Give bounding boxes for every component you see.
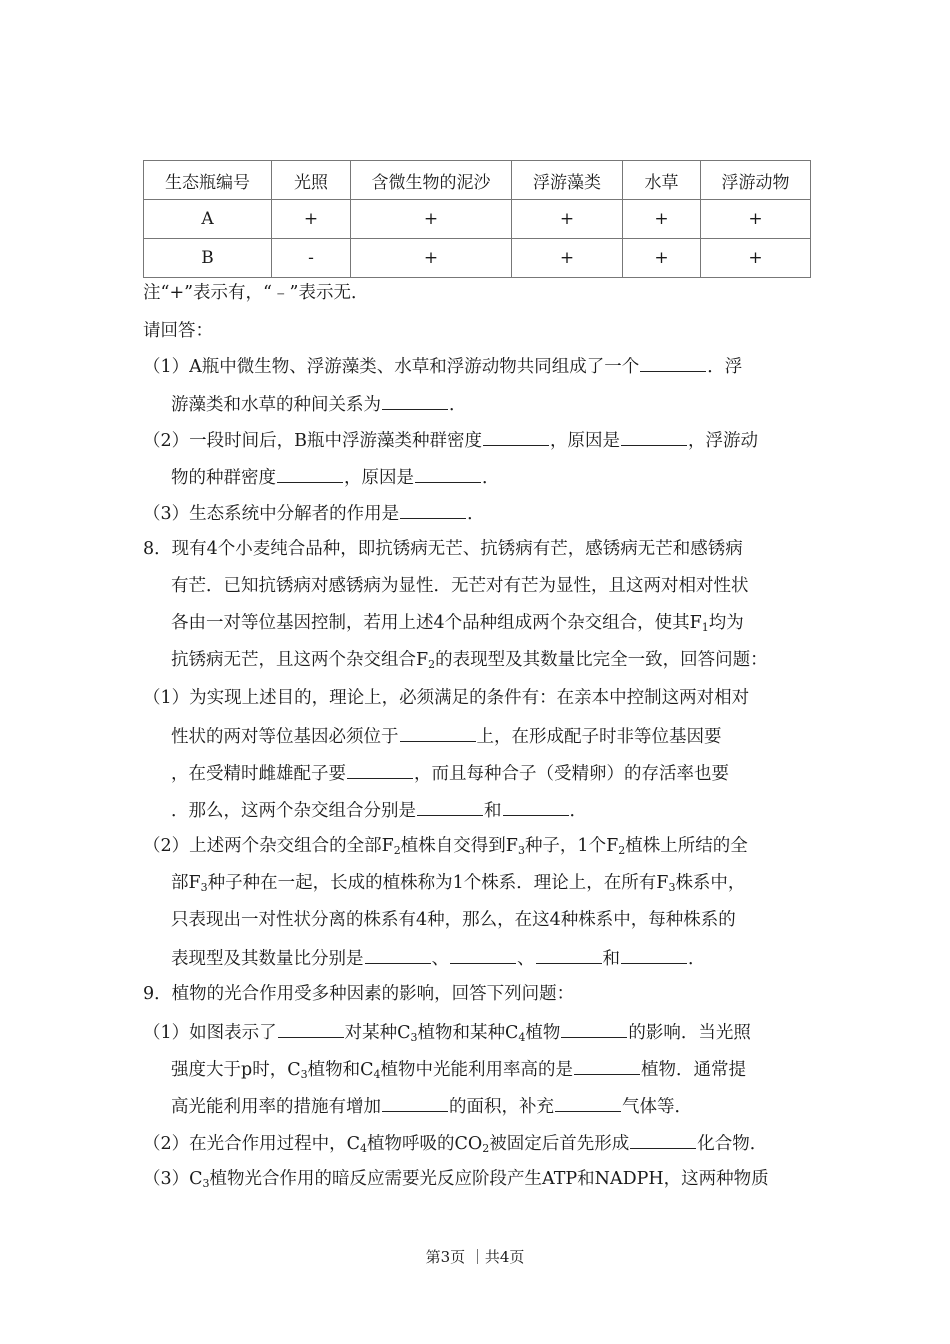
text-span: 、	[431, 949, 449, 969]
answer-blank[interactable]	[640, 357, 706, 372]
q9-part3-line1	[143, 1171, 769, 1189]
answer-blank[interactable]	[561, 1023, 627, 1038]
text-span: 种子种在一起，长成的植株称为1个株系．理论上，在所有F	[207, 873, 669, 893]
answer-prompt: 请回答：	[143, 321, 213, 341]
table-cell: +	[351, 200, 512, 239]
text-span: 上，在形成配子时非等位基因要	[476, 727, 722, 747]
text-span: 表现型及其数量比分别是	[171, 949, 364, 969]
answer-blank[interactable]	[400, 504, 466, 519]
q9-part1-line2	[171, 1060, 746, 1080]
answer-blank[interactable]	[417, 801, 483, 816]
text-span: 物的种群密度	[171, 468, 276, 488]
table-cell: +	[351, 239, 512, 278]
q7-part3-line1	[143, 504, 485, 524]
q8-part2-line2	[171, 875, 745, 893]
text-span: （2）在光合作用过程中，C	[143, 1134, 361, 1154]
subscript: 2	[393, 844, 401, 857]
page-footer: 第3页 ｜共4页	[425, 1248, 525, 1266]
table-cell: A	[144, 200, 272, 239]
q8-part1-line4	[171, 801, 587, 821]
text-span: （2）一段时间后，B瓶中浮游藻类种群密度	[143, 431, 482, 451]
text-span: 植物光合作用的暗反应需要光反应阶段产生ATP和NADPH，这两种物质	[209, 1169, 769, 1189]
answer-blank[interactable]	[630, 1134, 696, 1149]
text-span: 气体等．	[622, 1097, 692, 1117]
text-span: ．	[688, 949, 706, 969]
text-span: （1）A瓶中微生物、浮游藻类、水草和浮游动物共同组成了一个	[143, 357, 640, 377]
text-span: ，原因是	[344, 468, 414, 488]
q9-part1-line3	[171, 1097, 692, 1117]
subscript: 3	[410, 1031, 418, 1044]
subscript: 3	[202, 1177, 210, 1190]
text-span: ，原因是	[550, 431, 620, 451]
answer-blank[interactable]	[621, 431, 687, 446]
text-span: 植株上所结的全	[625, 836, 748, 856]
answer-blank[interactable]	[621, 949, 687, 964]
text-span: ．	[449, 395, 467, 415]
subscript: 1	[701, 621, 709, 634]
text-span: （1）如图表示了	[143, 1023, 277, 1043]
text-span: ，浮游动	[688, 431, 758, 451]
text-span: 植物呼吸的CO	[367, 1134, 483, 1154]
subscript: 3	[517, 844, 525, 857]
text-span: 和	[484, 801, 502, 821]
text-span: 植株自交得到F	[400, 836, 518, 856]
text-span: 的影响．当光照	[628, 1023, 751, 1043]
text-span: 强度大于p时，C	[171, 1060, 301, 1080]
table-header-row	[144, 161, 811, 200]
text-span: 和	[602, 949, 620, 969]
table-row	[144, 200, 811, 239]
q8-part2-line4	[171, 949, 706, 969]
table-header-cell: 光照	[272, 161, 351, 200]
text-span: 植物和C	[307, 1060, 374, 1080]
text-span: 株系中，	[675, 873, 746, 893]
text-span: 种子，1个F	[524, 836, 619, 856]
text-span: （3）生态系统中分解者的作用是	[143, 504, 400, 524]
text-span: 植物和某种C	[417, 1023, 519, 1043]
text-span: ，在受精时雌雄配子要	[171, 764, 346, 784]
text-span: 被固定后首先形成	[489, 1134, 630, 1154]
ecobottle-table	[143, 160, 811, 278]
subscript: 3	[200, 881, 208, 894]
text-span: 植物．通常提	[640, 1060, 746, 1080]
answer-blank[interactable]	[503, 801, 569, 816]
text-span: 均为	[708, 613, 744, 633]
table-cell: +	[701, 200, 811, 239]
text-span: 各由一对等位基因控制，若用上述4个品种组成两个杂交组合，使其F	[171, 613, 702, 633]
answer-blank[interactable]	[415, 468, 481, 483]
text-span: 、	[517, 949, 535, 969]
text-span: ．	[482, 468, 500, 488]
table-header-cell: 含微生物的泥沙	[351, 161, 512, 200]
q8-part2-line3: 只表现出一对性状分离的株系有4种，那么，在这4种株系中，每种株系的	[171, 910, 736, 930]
q8-line4	[171, 652, 768, 670]
q8-line3	[171, 615, 744, 633]
table-header-cell: 浮游藻类	[512, 161, 623, 200]
text-span: 游藻类和水草的种间关系为	[171, 395, 381, 415]
subscript: 3	[668, 881, 676, 894]
q8-line1: 8．现有4个小麦纯合品种，即抗锈病无芒、抗锈病有芒，感锈病无芒和感锈病	[143, 539, 743, 559]
q8-part1-line3	[171, 764, 729, 784]
answer-blank[interactable]	[382, 395, 448, 410]
text-span: 植物	[525, 1023, 561, 1043]
text-span: ．	[467, 504, 485, 524]
text-span: 对某种C	[344, 1023, 411, 1043]
q9-part1-line1	[143, 1023, 751, 1043]
q8-part1-line1: （1）为实现上述目的，理论上，必须满足的条件有：在亲本中控制这两对相对	[143, 688, 750, 708]
q9-part2-line1	[143, 1134, 767, 1154]
table-note: 注“+”表示有，“﹣”表示无．	[143, 283, 369, 303]
answer-blank[interactable]	[400, 727, 476, 742]
table-cell: +	[701, 239, 811, 278]
subscript: 3	[300, 1068, 308, 1081]
text-span: 抗锈病无芒，且这两个杂交组合F	[171, 650, 429, 670]
subscript: 2	[428, 658, 436, 671]
text-span: ．那么，这两个杂交组合分别是	[171, 801, 416, 821]
answer-blank[interactable]	[382, 1097, 448, 1112]
answer-blank[interactable]	[483, 431, 549, 446]
subscript: 4	[518, 1031, 526, 1044]
text-span: 的表现型及其数量比完全一致，回答问题：	[435, 650, 768, 670]
answer-blank[interactable]	[347, 764, 413, 779]
text-span: ．	[569, 801, 587, 821]
text-span: （2）上述两个杂交组合的全部F	[143, 836, 394, 856]
text-span: 植物中光能利用率高的是	[380, 1060, 573, 1080]
q8-line2: 有芒．已知抗锈病对感锈病为显性．无芒对有芒为显性，且这两对相对性状	[171, 576, 749, 596]
answer-blank[interactable]	[450, 949, 516, 964]
q9-line1: 9．植物的光合作用受多种因素的影响，回答下列问题：	[143, 984, 575, 1004]
text-span: 高光能利用率的措施有增加	[171, 1097, 381, 1117]
text-span: ．浮	[707, 357, 743, 377]
q7-part2-line2	[171, 468, 500, 488]
q7-part2-line1	[143, 431, 758, 451]
q7-part1-line1	[143, 357, 742, 377]
table-header-cell: 水草	[623, 161, 701, 200]
q8-part2-line1	[143, 838, 748, 856]
table-row	[144, 239, 811, 278]
text-span: 部F	[171, 873, 201, 893]
answer-blank[interactable]	[277, 468, 343, 483]
answer-blank[interactable]	[555, 1097, 621, 1112]
q7-part1-line2	[171, 395, 467, 415]
table-cell: B	[144, 239, 272, 278]
table-cell: +	[623, 200, 701, 239]
table-cell: +	[623, 239, 701, 278]
answer-blank[interactable]	[574, 1060, 640, 1075]
table-cell: +	[512, 200, 623, 239]
table-header-cell: 浮游动物	[701, 161, 811, 200]
text-span: 的面积，补充	[449, 1097, 554, 1117]
subscript: 4	[360, 1142, 368, 1155]
subscript: 2	[482, 1142, 490, 1155]
answer-blank[interactable]	[536, 949, 602, 964]
answer-blank[interactable]	[365, 949, 431, 964]
text-span: ，而且每种合子（受精卵）的存活率也要	[414, 764, 729, 784]
text-span: 化合物．	[697, 1134, 768, 1154]
table-cell: +	[272, 200, 351, 239]
answer-blank[interactable]	[278, 1023, 344, 1038]
subscript: 4	[373, 1068, 381, 1081]
subscript: 2	[618, 844, 626, 857]
text-span: 性状的两对等位基因必须位于	[171, 727, 399, 747]
text-span: （3）C	[143, 1169, 203, 1189]
q8-part1-line2	[171, 727, 722, 747]
table-cell: -	[272, 239, 351, 278]
table-header-cell: 生态瓶编号	[144, 161, 272, 200]
table-cell: +	[512, 239, 623, 278]
